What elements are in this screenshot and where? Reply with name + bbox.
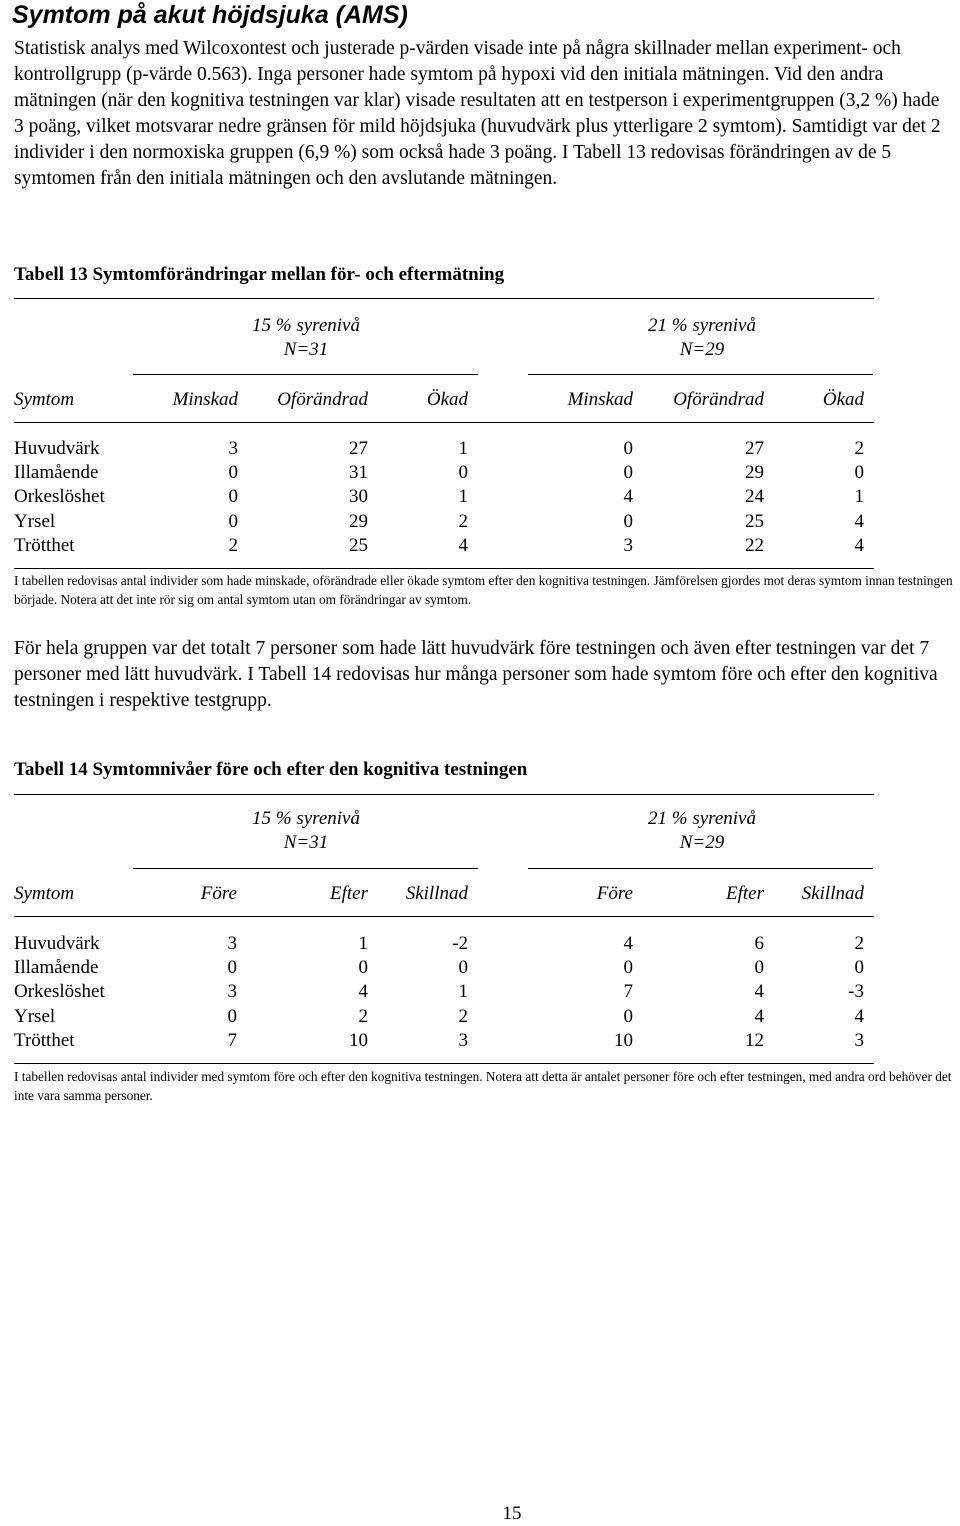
table-cell: 6 [754, 933, 764, 954]
table-cell: 3 [458, 1029, 468, 1051]
table-cell: 1 [458, 438, 468, 459]
group-n: N=31 [283, 339, 329, 360]
table-cell: 0 [854, 462, 864, 484]
table-14-group-21-rule [528, 868, 873, 869]
column-header: Oförändrad [277, 389, 368, 410]
table-14-bottom-rule [14, 1063, 874, 1064]
table-cell: 1 [358, 933, 368, 954]
table-cell: 24 [745, 486, 764, 508]
table-cell: 29 [745, 462, 764, 484]
table-cell: 0 [754, 957, 764, 979]
table-cell: 0 [623, 1005, 633, 1027]
row-label: Yrsel [14, 510, 56, 532]
table-13-top-rule [14, 298, 874, 299]
group-label: 21 % syrenivå [648, 808, 756, 829]
table-cell: 2 [854, 438, 864, 459]
column-header: Ökad [426, 389, 468, 410]
table-13-header-rule [14, 422, 874, 423]
table-cell: 2 [358, 1005, 368, 1027]
row-label: Orkeslöshet [14, 981, 105, 1003]
table-cell: 10 [349, 1029, 368, 1051]
table-cell: 0 [623, 510, 633, 532]
table-14-group-21 [612, 807, 792, 855]
table-13-caption: Tabell 13 Symtomförändringar mellan för- och eftermätning [14, 264, 505, 285]
table-14-caption: Tabell 14 Symtomnivåer före och efter den kognitiva testningen [14, 759, 528, 780]
table-cell: 7 [623, 981, 633, 1003]
table-14-group-15 [216, 807, 396, 855]
table-cell: 4 [358, 981, 368, 1003]
table-14-note: I tabellen redovisas antal individer med symtom före och efter den kognitiva testningen. Notera att detta är antalet personer före och efter testningen, med andra ord behöver det inte vara samma personer. [14, 1069, 952, 1103]
group-n: N=31 [283, 832, 329, 853]
row-label: Illamående [14, 462, 99, 484]
page-number: 15 [502, 1503, 522, 1524]
table-cell: 0 [854, 957, 864, 979]
table-cell: 0 [227, 1005, 237, 1027]
table-cell: 0 [228, 462, 238, 484]
table-cell: 29 [349, 510, 368, 532]
group-n: N=29 [679, 832, 725, 853]
table-cell: 4 [754, 981, 764, 1003]
table-cell: 4 [623, 933, 633, 954]
column-header: Skillnad [801, 883, 864, 904]
row-label: Orkeslöshet [14, 486, 105, 508]
table-cell: 0 [458, 957, 468, 979]
table-cell: 30 [349, 486, 368, 508]
table-cell: 0 [623, 462, 633, 484]
table-cell: 27 [349, 438, 368, 459]
table-cell: 4 [458, 534, 468, 556]
table-cell: 0 [228, 486, 238, 508]
table-cell: 4 [854, 1005, 864, 1027]
table-cell: 1 [854, 486, 864, 508]
table-cell: 4 [854, 510, 864, 532]
table-cell: 3 [227, 981, 237, 1003]
table-cell: 7 [227, 1029, 237, 1051]
table-13-group-15 [216, 314, 396, 362]
table-cell: 31 [349, 462, 368, 484]
table-cell: 0 [623, 957, 633, 979]
intro-paragraph: Statistisk analys med Wilcoxontest och justerade p-värden visade inte på några skillnader mellan experiment- och kontrollgrupp (p-värde 0.563). Inga personer hade symtom på hypoxi vid den initiala mätningen. Vid den andra mätningen (när den kognitiva testningen var klar) visade resultaten att en testperson i experimentgruppen (3,2 %) hade 3 poäng, vilket motsvarar nedre gränsen för mild höjdsjuka (huvudvärk plus ytterligare 2 symtom). Samtidigt var det 2 individer i den normoxiska gruppen (6,9 %) som också hade 3 poäng. I Tabell 13 redovisas förändringen av de 5 symtomen från den initiala mätningen och den avslutande mätningen. [14, 38, 941, 189]
column-header: Efter [726, 883, 764, 904]
table-13-bottom-rule [14, 568, 874, 569]
section-heading: Symtom på akut höjdsjuka (AMS) [12, 1, 408, 29]
table-13-group-21-rule [528, 374, 873, 375]
row-label: Huvudvärk [14, 438, 100, 459]
table-cell: 2 [854, 933, 864, 954]
table-cell: 1 [458, 486, 468, 508]
column-header: Minskad [567, 389, 633, 410]
table-13-group-15-rule [133, 374, 478, 375]
table-cell: 0 [227, 957, 237, 979]
table-cell: 10 [614, 1029, 633, 1051]
table-cell: 25 [349, 534, 368, 556]
table-13-group-21 [612, 314, 792, 362]
table-13-note: I tabellen redovisas antal individer som hade minskade, oförändrade eller ökade symtom efter den kognitiva testningen. Jämförelsen gjordes mot deras symtom innan testningen började. Notera att det inte rör sig om antal symtom utan om förändringar av symtom. [14, 573, 953, 607]
table-14-top-rule [14, 794, 874, 795]
group-n: N=29 [679, 339, 725, 360]
column-header: Efter [330, 883, 368, 904]
table-cell: 0 [458, 462, 468, 484]
group-label: 21 % syrenivå [648, 315, 756, 336]
table-cell: 22 [745, 534, 764, 556]
table-cell: 2 [458, 1005, 468, 1027]
group-label: 15 % syrenivå [252, 315, 360, 336]
column-header: Minskad [172, 389, 238, 410]
row-label: Trötthet [14, 1029, 75, 1051]
column-header: Före [596, 883, 633, 904]
body-paragraph: För hela gruppen var det totalt 7 personer som hade lätt huvudvärk före testningen och även efter testningen var det 7 personer med lätt huvudvärk. I Tabell 14 redovisas hur många personer som hade symtom före och efter den kognitiva testningen i respektive testgrupp. [14, 638, 938, 711]
group-label: 15 % syrenivå [252, 808, 360, 829]
table-cell: 3 [854, 1029, 864, 1051]
column-header: Före [200, 883, 237, 904]
table-cell: 27 [745, 438, 764, 459]
table-cell: 4 [623, 486, 633, 508]
column-header: Symtom [14, 883, 75, 904]
table-cell: 1 [458, 981, 468, 1003]
table-cell: 4 [854, 534, 864, 556]
table-cell: 12 [745, 1029, 764, 1051]
row-label: Yrsel [14, 1005, 56, 1027]
table-cell: 3 [227, 933, 237, 954]
column-header: Symtom [14, 389, 75, 410]
table-cell: 4 [754, 1005, 764, 1027]
column-header: Skillnad [405, 883, 468, 904]
row-label: Illamående [14, 957, 99, 979]
table-cell: 2 [228, 534, 238, 556]
table-14-header-rule [14, 916, 874, 917]
table-cell: -2 [452, 933, 468, 954]
table-cell: 3 [623, 534, 633, 556]
table-cell: -3 [848, 981, 864, 1003]
row-label: Trötthet [14, 534, 75, 556]
table-cell: 25 [745, 510, 764, 532]
table-cell: 3 [228, 438, 238, 459]
table-14-group-15-rule [133, 868, 478, 869]
table-cell: 0 [358, 957, 368, 979]
table-cell: 0 [228, 510, 238, 532]
table-cell: 0 [623, 438, 633, 459]
table-cell: 2 [458, 510, 468, 532]
column-header: Ökad [822, 389, 864, 410]
row-label: Huvudvärk [14, 933, 100, 954]
column-header: Oförändrad [673, 389, 764, 410]
